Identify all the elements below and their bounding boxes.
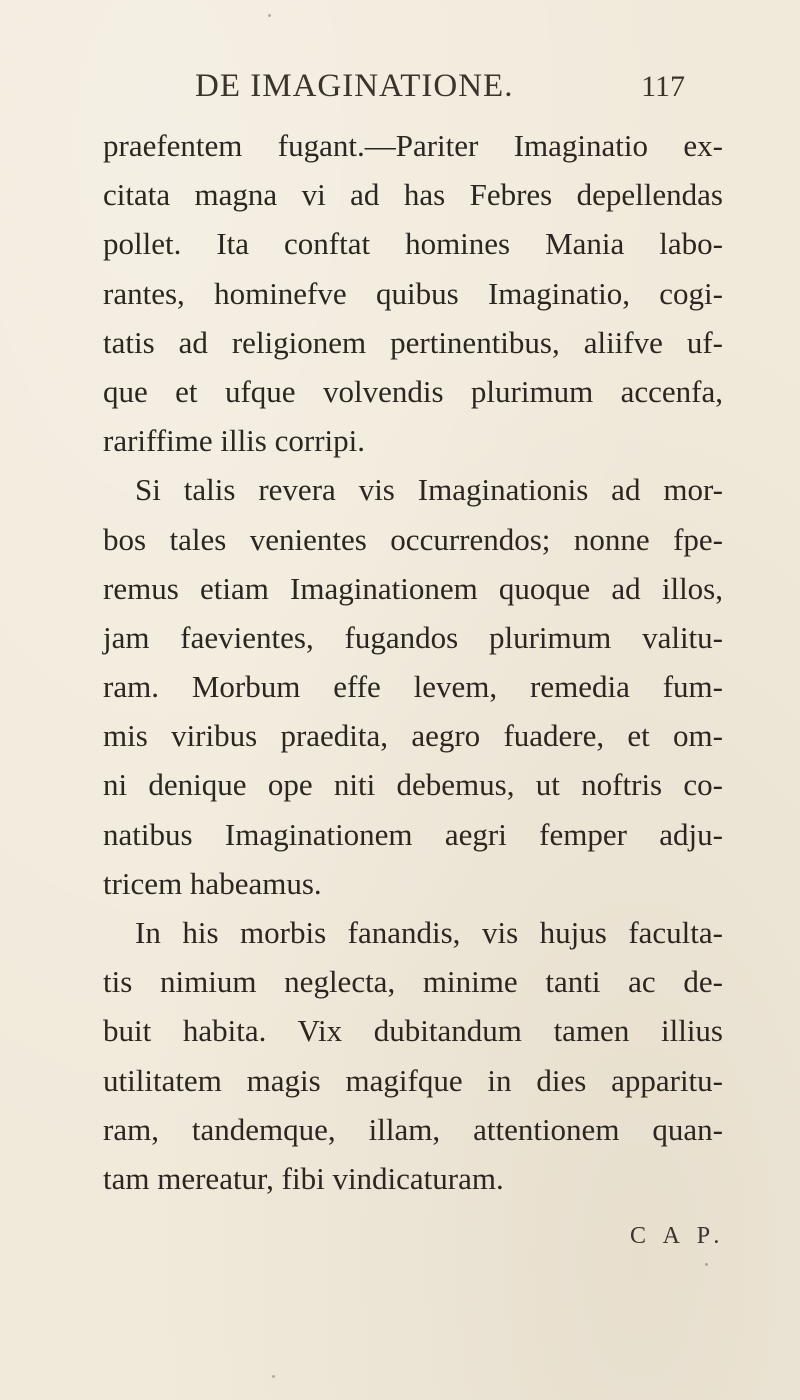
catchword: C A P. xyxy=(630,1223,726,1249)
text-line: praefentem fugant.—Pariter Imaginatio ex- xyxy=(103,128,723,163)
paper-speck xyxy=(705,1263,708,1266)
text-line: ram. Morbum effe levem, remedia fum- xyxy=(103,669,723,705)
text-line: citata magna vi ad has Febres depellendas xyxy=(103,177,723,213)
text-line: tis nimium neglecta, minime tanti ac de- xyxy=(103,964,723,1000)
text-line: bos tales venientes occurrendos; nonne fpe- xyxy=(103,521,723,557)
text-line: tatis ad religionem pertinentibus, aliifve uf- xyxy=(103,324,723,360)
text-line: buit habita. Vix dubitandum tamen illius xyxy=(103,1013,723,1049)
text-line: que et ufque volvendis plurimum accenfa, xyxy=(103,373,723,409)
text-line: natibus Imaginationem aegri femper adju- xyxy=(103,816,723,852)
text-line: rariffime illis corripi. xyxy=(103,423,365,459)
text-line: ram, tandemque, illam, attentionem quan- xyxy=(103,1111,723,1147)
text-line: rantes, hominefve quibus Imaginatio, cogi- xyxy=(103,275,723,311)
text-line: ni denique ope niti debemus, ut noftris co- xyxy=(103,767,723,803)
running-title: DE IMAGINATIONE. xyxy=(195,68,514,104)
text-line: jam faevientes, fugandos plurimum valitu- xyxy=(103,619,723,655)
body-text xyxy=(103,121,723,1203)
text-line: pollet. Ita conftat homines Mania labo- xyxy=(103,226,723,262)
paper-speck xyxy=(268,14,271,17)
text-line: Si talis revera vis Imaginationis ad mor- xyxy=(135,472,723,508)
text-line: In his morbis fanandis, vis hujus faculta- xyxy=(135,915,723,950)
page-header xyxy=(195,62,685,112)
text-line: mis viribus praedita, aegro fuadere, et om- xyxy=(103,718,723,754)
text-line: remus etiam Imaginationem quoque ad illos, xyxy=(103,570,723,606)
paper-speck xyxy=(272,1375,275,1378)
text-line: tricem habeamus. xyxy=(103,865,322,901)
page-number: 117 xyxy=(641,70,685,103)
text-line: tam mereatur, fibi vindicaturam. xyxy=(103,1160,504,1196)
text-line: utilitatem magis magifque in dies apparitu- xyxy=(103,1062,723,1098)
